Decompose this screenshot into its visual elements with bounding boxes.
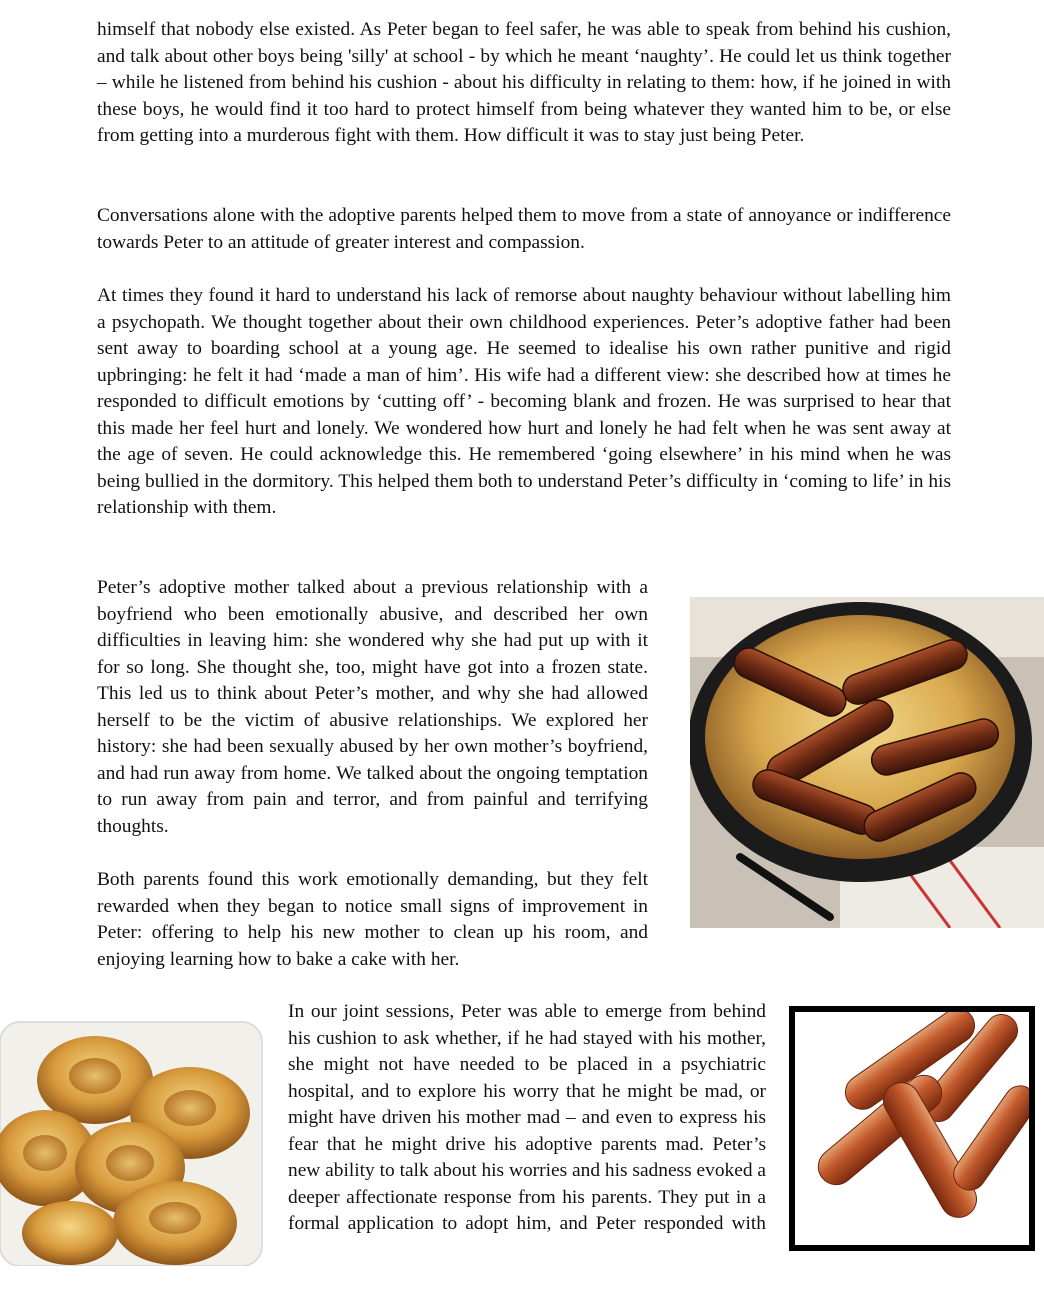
paragraph-5: Both parents found this work emotionally demanding, but they felt rewarded when they began to notice small signs of improvement in Peter: offering to help his new mother to clean up his room, and enjoying learning how to bake a cake with her. — [97, 869, 648, 970]
paragraph-1: himself that nobody else existed. As Peter began to feel safer, he was able to speak from behind his cushion, and talk about other boys being 'silly' at school - by which he meant ‘naughty’. He could let us think together – while he listened from behind his cushion - about his difficulty in relating to them: how, if he joined in with these boys, he would find it too hard to protect himself from being whatever they wanted him to be, or else from getting into a murderous fight with them. How difficult it was to stay just being Peter. — [97, 19, 951, 146]
paragraph-3: At times they found it hard to understand his lack of remorse about naughty behaviour without labelling him a psychopath. We thought together about their own childhood experiences. Peter’s adoptive father had been sent away to boarding school at a young age. He seemed to idealise his own rather punitive and rigid upbringing: he felt it had ‘made a man of him’. His wife had a different view: she described how at times he responded to difficult emotions by ‘cutting off’ - becoming blank and frozen. He was surprised to hear that this made her feel hurt and lonely. We wondered how hurt and lonely he had felt when he was sent away at the age of seven. He could acknowledge this. He remembered ‘going elsewhere’ in his mind when he was being bullied in the dormitory. This helped them both to understand Peter’s difficulty in ‘coming to life’ in his relationship with them. — [97, 285, 951, 518]
sausages-photo — [789, 1006, 1035, 1251]
yorkshire-puddings-photo — [0, 1018, 268, 1266]
paragraph-4: Peter’s adoptive mother talked about a previous relationship with a boyfriend who been emotionally abusive, and described her own difficulties in leaving him: she wondered why she had put up with it for so long. She thought she, too, might have got into a frozen state. This led us to think about Peter’s mother, and why she had allowed herself to be the victim of abusive relationships. We explored her history: she had been sexually abused by her own mother’s boyfriend, and had run away from home. We talked about the ongoing temptation to run away from pain and terror, and from painful and terrifying thoughts. — [97, 577, 648, 837]
paragraph-2: Conversations alone with the adoptive parents helped them to move from a state of annoyance or indifference towards Peter to an attitude of greater interest and compassion. — [97, 205, 951, 253]
paragraph-6: In our joint sessions, Peter was able to emerge from behind his cushion to ask whether, if he had stayed with his mother, she might not have needed to be placed in a psychiatric hospital, and to explore his worry that he might be mad, or might have driven his mother mad – and even to express his fear that he might drive his adoptive parents mad. Peter’s new ability to talk about his worries and his sadness evoked a deeper affectionate response from his parents. They put in a formal application to adopt him, and Peter responded with — [288, 1001, 766, 1234]
toad-in-the-hole-photo — [690, 597, 1044, 928]
